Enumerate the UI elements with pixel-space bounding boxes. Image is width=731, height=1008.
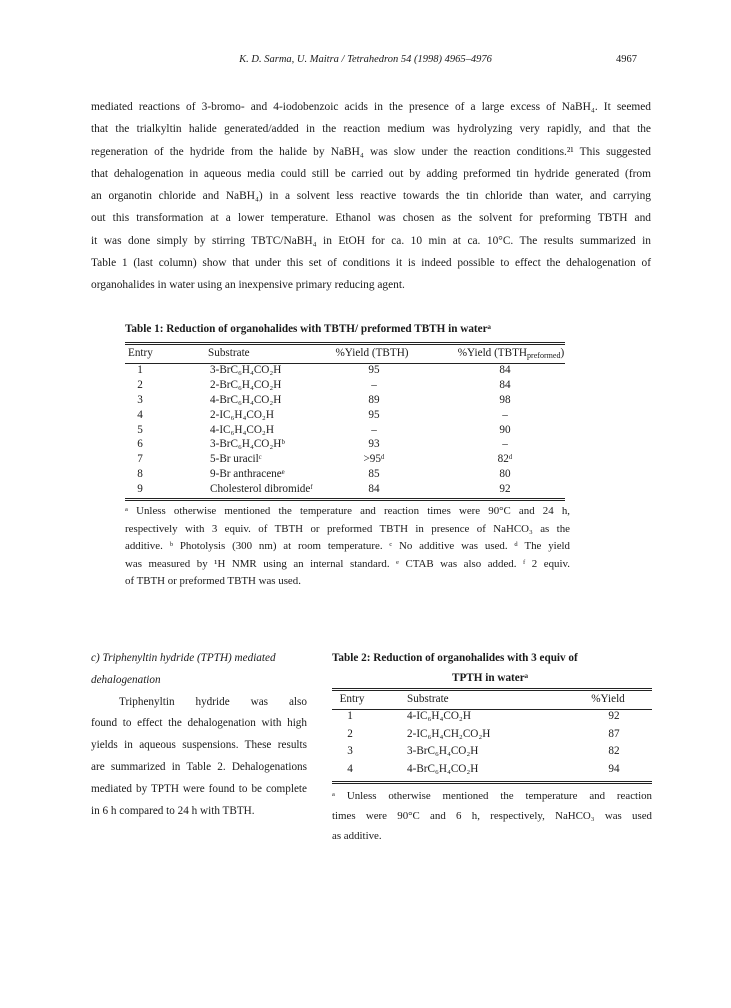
table2-caption-line: TPTH in waterᵃ bbox=[452, 672, 528, 684]
table1-cell-yield-preformed: 84 bbox=[499, 364, 511, 376]
table2-footnote-line: ᵃ Unless otherwise mentioned the temperature and reaction bbox=[332, 789, 652, 802]
table1-header-row bbox=[125, 345, 565, 363]
table1-cell-yield-preformed: 84 bbox=[499, 378, 511, 391]
table1-cell-yield-tbth: 95 bbox=[368, 364, 380, 376]
table-row bbox=[125, 453, 565, 468]
table1-caption: Table 1: Reduction of organohalides with TBTH/ preformed TBTH in waterᵃ bbox=[125, 323, 491, 335]
table1-cell-entry: 9 bbox=[137, 483, 143, 496]
table1-cell-yield-preformed: 92 bbox=[499, 483, 511, 496]
table2-caption-line: Table 2: Reduction of organohalides with 3 equiv of bbox=[332, 652, 578, 664]
section-c-line: yields in aqueous suspensions. These results bbox=[91, 739, 307, 752]
table2-cell-yield: 87 bbox=[608, 727, 620, 740]
body-line: that dehalogenation in aqueous media could still be carried out by adding preformed tin hydride generated (from bbox=[91, 167, 651, 180]
table2-cell-substrate: 4-BrC₆H₄CO₂H bbox=[407, 763, 479, 776]
body-paragraph bbox=[91, 96, 651, 297]
table2-caption bbox=[332, 648, 652, 688]
body-line: it was done simply by stirring TBTC/NaBH₄ in EtOH for ca. 10 min at ca. 10°C. The results summarized in bbox=[91, 234, 651, 247]
table1-cell-yield-tbth: 84 bbox=[368, 483, 380, 496]
table1-cell-yield-preformed: – bbox=[502, 408, 508, 421]
table1-cell-substrate: Cholesterol dibromideᶠ bbox=[210, 483, 313, 496]
table1-cell-substrate: 2-BrC₆H₄CO₂H bbox=[210, 378, 282, 391]
table-row bbox=[125, 483, 565, 498]
table1-cell-yield-tbth: – bbox=[371, 378, 377, 391]
table2-cell-yield: 82 bbox=[608, 745, 620, 758]
table2-cell-substrate: 4-IC₆H₄CO₂H bbox=[407, 710, 471, 722]
table2-footnote-line: as additive. bbox=[332, 829, 382, 842]
table1-cell-substrate: 3-BrC₆H₄CO₂H bbox=[210, 364, 282, 376]
table-row bbox=[125, 409, 565, 424]
table1-cell-entry: 3 bbox=[137, 393, 143, 406]
table-row bbox=[125, 438, 565, 453]
table2-cell-yield: 92 bbox=[608, 710, 620, 722]
section-c bbox=[91, 648, 307, 822]
table2-cell-yield: 94 bbox=[608, 763, 620, 776]
table2 bbox=[332, 648, 652, 846]
table1-header-yield-tbth: %Yield (TBTH) bbox=[335, 347, 409, 359]
table2-header-entry: Entry bbox=[339, 693, 365, 705]
table1-cell-entry: 2 bbox=[137, 378, 143, 391]
table2-footnote bbox=[332, 786, 652, 846]
table-row bbox=[125, 424, 565, 439]
body-line: that the trialkyltin halide generated/added in the reaction medium was hydrolyzing very rapidly, and that the bbox=[91, 123, 651, 136]
running-header bbox=[0, 54, 731, 70]
table1-cell-substrate: 9-Br anthraceneᵉ bbox=[210, 468, 285, 481]
table1-footnote-line: ᵃ Unless otherwise mentioned the temperature and reaction times were 90°C and 24 h, bbox=[125, 505, 570, 518]
table2-cell-entry: 2 bbox=[347, 727, 353, 740]
table2-bottom-rule bbox=[332, 781, 652, 784]
table1-header-yield-preformed: %Yield $(TBTH_{preformed})$ bbox=[457, 347, 565, 361]
running-header-authors: K. D. Sarma, U. Maitra / Tetrahedron 54 (1998) 4965–4976 bbox=[239, 54, 492, 65]
body-line: an organotin chloride and NaBH₄) in a solvent less reactive towards the tin chloride than water, and carrying bbox=[91, 190, 651, 203]
body-line: regeneration of the hydride from the halide by NaBH₄ was slow under the reaction conditions.²¹ This suggested bbox=[91, 145, 651, 158]
table2-cell-entry: 4 bbox=[347, 763, 353, 776]
table1-footnote bbox=[125, 503, 570, 591]
table2-header-row bbox=[332, 691, 652, 709]
table1-cell-yield-tbth: >95ᵈ bbox=[363, 453, 385, 466]
section-c-line: Triphenyltin hydride was also bbox=[119, 695, 307, 708]
table2-header-substrate: Substrate bbox=[407, 693, 449, 705]
table1-cell-yield-preformed: 82ᵈ bbox=[497, 453, 513, 466]
table1-footnote-line: of TBTH or preformed TBTH was used. bbox=[125, 575, 301, 588]
page-number: 4967 bbox=[616, 54, 637, 65]
table2-cell-substrate: 2-IC₆H₄CH₂CO₂H bbox=[407, 727, 491, 740]
table1-cell-yield-tbth: 95 bbox=[368, 408, 380, 421]
section-c-heading: c) Triphenyltin hydride (TPTH) mediated bbox=[91, 652, 276, 664]
table1-cell-yield-preformed: 80 bbox=[499, 468, 511, 481]
table1-cell-yield-tbth: 93 bbox=[368, 438, 380, 451]
table2-footnote-line: times were 90°C and 6 h, respectively, NaHCO₃ was used bbox=[332, 809, 652, 822]
table-row bbox=[125, 468, 565, 483]
table1-cell-entry: 5 bbox=[137, 423, 143, 436]
table-row bbox=[332, 728, 652, 746]
body-line: organohalides in water using an inexpensive primary reducing agent. bbox=[91, 279, 405, 292]
body-line: out this transformation at a lower temperature. Ethanol was chosen as the solvent for preforming TBTH and bbox=[91, 212, 651, 225]
table-row bbox=[332, 763, 652, 781]
table1 bbox=[125, 342, 570, 591]
table1-cell-yield-tbth: 85 bbox=[368, 468, 380, 481]
table2-cell-entry: 1 bbox=[347, 710, 353, 722]
table2-body bbox=[332, 710, 652, 781]
table1-cell-substrate: 5-Br uracilᶜ bbox=[210, 453, 262, 466]
table1-header-substrate: Substrate bbox=[208, 347, 250, 359]
table1-cell-yield-preformed: 90 bbox=[499, 423, 511, 436]
table1-cell-substrate: 2-IC₆H₄CO₂H bbox=[210, 408, 274, 421]
table1-cell-entry: 7 bbox=[137, 453, 143, 466]
table-row bbox=[332, 710, 652, 728]
table1-cell-substrate: 4-BrC₆H₄CO₂H bbox=[210, 393, 282, 406]
table1-cell-yield-tbth: 89 bbox=[368, 393, 380, 406]
table1-cell-substrate: 4-IC₆H₄CO₂H bbox=[210, 423, 274, 436]
section-c-line: in 6 h compared to 24 h with TBTH. bbox=[91, 804, 255, 817]
table1-cell-entry: 6 bbox=[137, 438, 143, 451]
table1-cell-yield-preformed: – bbox=[502, 438, 508, 451]
table2-cell-substrate: 3-BrC₆H₄CO₂H bbox=[407, 745, 479, 758]
section-c-line: found to effect the dehalogenation with high bbox=[91, 717, 307, 730]
table-row bbox=[125, 364, 565, 379]
table1-body bbox=[125, 364, 565, 498]
table1-cell-yield-preformed: 98 bbox=[499, 393, 511, 406]
table-row bbox=[332, 745, 652, 763]
table1-bottom-rule bbox=[125, 498, 565, 501]
table1-cell-yield-tbth: – bbox=[371, 423, 377, 436]
table-row bbox=[125, 379, 565, 394]
table1-cell-entry: 8 bbox=[137, 468, 143, 481]
table1-cell-entry: 4 bbox=[137, 408, 143, 421]
section-c-line: mediated by TPTH were found to be complete bbox=[91, 782, 307, 795]
section-c-line: are summarized in Table 2. Dehalogenations bbox=[91, 760, 307, 773]
section-c-heading: dehalogenation bbox=[91, 673, 161, 686]
body-line: mediated reactions of 3-bromo- and 4-iodobenzoic acids in the presence of a large excess of NaBH₄. It seemed bbox=[91, 101, 651, 113]
table2-header-yield: %Yield bbox=[591, 693, 625, 705]
table1-cell-substrate: 3-BrC₆H₄CO₂Hᵇ bbox=[210, 438, 285, 451]
table-row bbox=[125, 394, 565, 409]
table1-footnote-line: respectively with 3 equiv. of TBTH or preformed TBTH in presence of NaHCO₃ as the bbox=[125, 522, 570, 535]
table1-footnote-line: additive. ᵇ Photolysis (300 nm) at room temperature. ᶜ No additive was used. ᵈ The yield bbox=[125, 540, 570, 553]
table2-cell-entry: 3 bbox=[347, 745, 353, 758]
table1-header-entry: Entry bbox=[128, 347, 153, 359]
table1-cell-entry: 1 bbox=[137, 364, 143, 376]
table1-footnote-line: was measured by ¹H NMR using an internal standard. ᵉ CTAB was also added. ᶠ 2 equiv. bbox=[125, 557, 570, 570]
body-line: Table 1 (last column) show that under this set of conditions it is indeed possible to effect the dehalogenation of bbox=[91, 257, 651, 270]
